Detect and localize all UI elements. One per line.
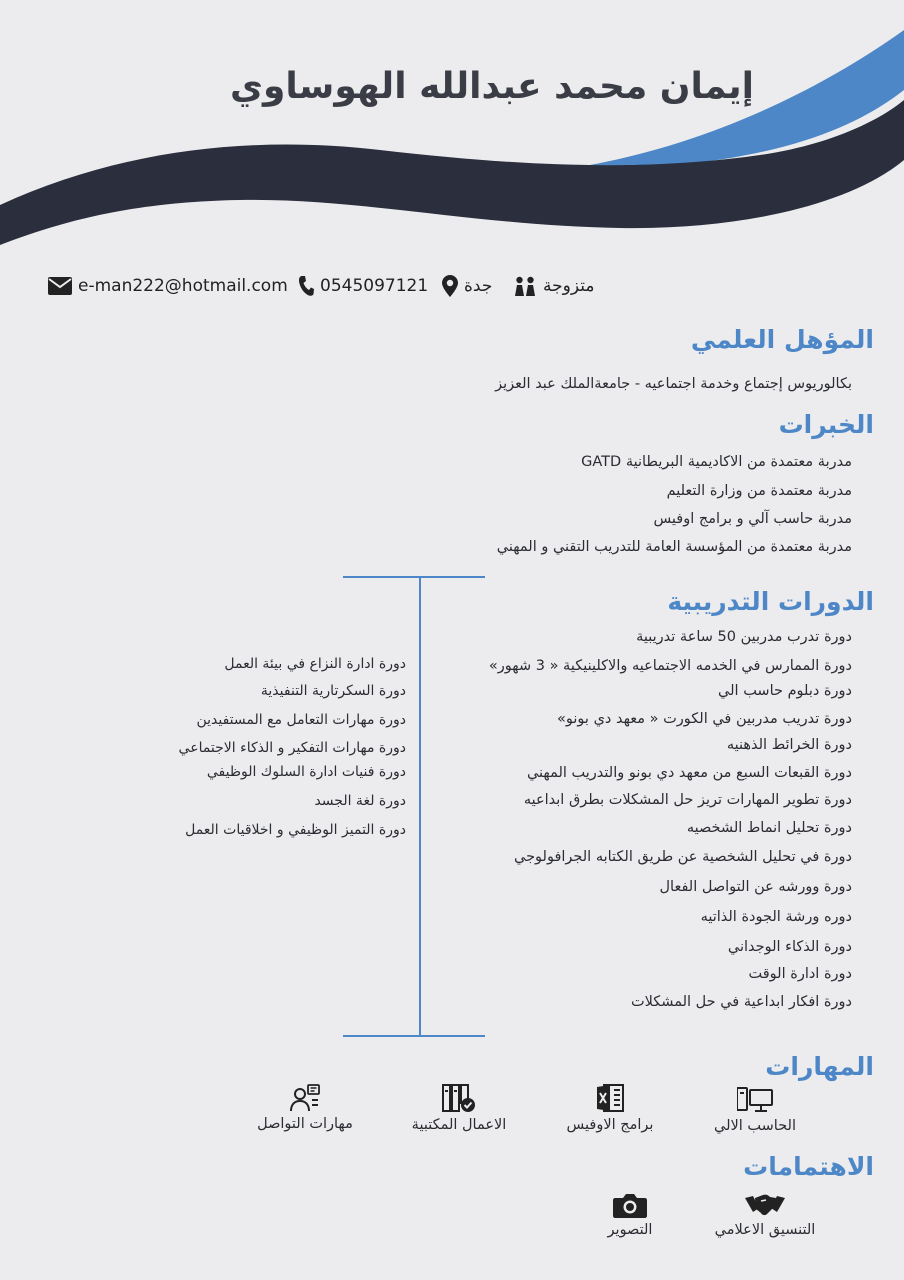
contact-city bbox=[442, 272, 492, 300]
files-icon bbox=[442, 1083, 476, 1113]
contact-email[interactable] bbox=[48, 272, 288, 300]
phone-icon bbox=[298, 275, 314, 297]
course-item: دورة تدرب مدربين 50 ساعة تدريبية bbox=[636, 629, 852, 645]
interests-title: الاهتمامات bbox=[743, 1152, 874, 1181]
skill-label: برامج الاوفيس bbox=[566, 1117, 654, 1133]
course-item: دورة الخرائط الذهنيه bbox=[726, 737, 852, 753]
course-item: دورة ادارة النزاع في بيئة العمل bbox=[224, 656, 406, 672]
email-text: e-man222@hotmail.com bbox=[78, 276, 288, 296]
divider-vertical bbox=[419, 577, 421, 1037]
course-item: دورة السكرتارية التنفيذية bbox=[260, 683, 406, 699]
course-item: دورة افكار ابداعية في حل المشكلات bbox=[630, 994, 852, 1010]
envelope-icon bbox=[48, 277, 72, 295]
skill-communication bbox=[246, 1084, 364, 1132]
interest-media bbox=[700, 1192, 830, 1238]
course-item: دوره ورشة الجودة الذاتيه bbox=[700, 909, 852, 925]
course-item: دورة القبعات السبع من معهد دي بونو والتدريب المهني bbox=[526, 765, 852, 781]
course-item: دورة وورشه عن التواصل الفعال bbox=[659, 879, 852, 895]
skill-label: مهارات التواصل bbox=[257, 1116, 353, 1132]
course-item: دورة لغة الجسد bbox=[314, 793, 406, 809]
education-title: المؤهل العلمي bbox=[690, 325, 874, 354]
skills-title: المهارات bbox=[765, 1052, 874, 1081]
course-item: دورة تدريب مدربين في الكورت « معهد دي بونو» bbox=[557, 711, 852, 727]
header-wave bbox=[0, 0, 904, 260]
experience-item: مدربة معتمدة من وزارة التعليم bbox=[666, 483, 852, 499]
course-item: دورة الذكاء الوجداني bbox=[727, 939, 852, 955]
phone-text: 0545097121 bbox=[320, 276, 429, 296]
contact-marital bbox=[513, 272, 594, 300]
course-item: دورة في تحليل الشخصية عن طريق الكتابه الجرافولوجي bbox=[514, 849, 852, 865]
education-line: بكالوريوس إجتماع وخدمة اجتماعيه - جامعةالملك عبد العزيز bbox=[495, 376, 852, 392]
experience-item: مدربة معتمدة من المؤسسة العامة للتدريب التقني و المهني bbox=[496, 539, 852, 555]
experience-item: مدربة حاسب آلي و برامج اوفيس bbox=[653, 511, 852, 527]
skill-label: الاعمال المكتبية bbox=[411, 1117, 507, 1133]
course-item: دورة تطوير المهارات تريز حل المشكلات بطرق ابداعيه bbox=[523, 792, 852, 808]
camera-icon bbox=[613, 1192, 647, 1218]
city-text: جدة bbox=[464, 276, 493, 296]
course-item: دورة الممارس في الخدمه الاجتماعيه والاكلينيكية « 3 شهور» bbox=[488, 658, 852, 674]
couple-icon bbox=[513, 276, 537, 296]
skill-label: الحاسب الالي bbox=[713, 1118, 797, 1134]
course-item: دورة دبلوم حاسب الي bbox=[718, 683, 852, 699]
location-pin-icon bbox=[442, 275, 458, 297]
course-item: دورة مهارات التفكير و الذكاء الاجتماعي bbox=[178, 740, 406, 756]
interest-label: التصوير bbox=[607, 1222, 653, 1238]
divider-top bbox=[343, 576, 485, 578]
divider-bottom bbox=[343, 1035, 485, 1037]
communication-icon bbox=[290, 1084, 320, 1112]
courses-title: الدورات التدريبية bbox=[667, 587, 874, 616]
contact-phone[interactable] bbox=[298, 272, 428, 300]
course-item: دورة مهارات التعامل مع المستفيدين bbox=[196, 712, 406, 728]
skill-office-work bbox=[400, 1083, 518, 1133]
candidate-name: إيمان محمد عبدالله الهوساوي bbox=[230, 66, 754, 107]
handshake-icon bbox=[745, 1192, 785, 1218]
course-item: دورة ادارة الوقت bbox=[748, 966, 852, 982]
computer-icon bbox=[737, 1086, 773, 1114]
skill-computer bbox=[700, 1086, 810, 1134]
interest-photography bbox=[580, 1192, 680, 1238]
skill-office bbox=[555, 1083, 665, 1133]
office-icon bbox=[595, 1083, 625, 1113]
experience-item: مدربة معتمدة من الاكاديمية البريطانية GATD bbox=[581, 454, 852, 470]
experience-title: الخبرات bbox=[778, 410, 874, 439]
course-item: دورة التميز الوظيفي و اخلاقيات العمل bbox=[185, 822, 406, 838]
course-item: دورة تحليل انماط الشخصيه bbox=[686, 820, 852, 836]
interest-label: التنسيق الاعلامي bbox=[714, 1222, 816, 1238]
marital-text: متزوجة bbox=[543, 276, 595, 296]
course-item: دورة فنيات ادارة السلوك الوظيفي bbox=[206, 764, 406, 780]
